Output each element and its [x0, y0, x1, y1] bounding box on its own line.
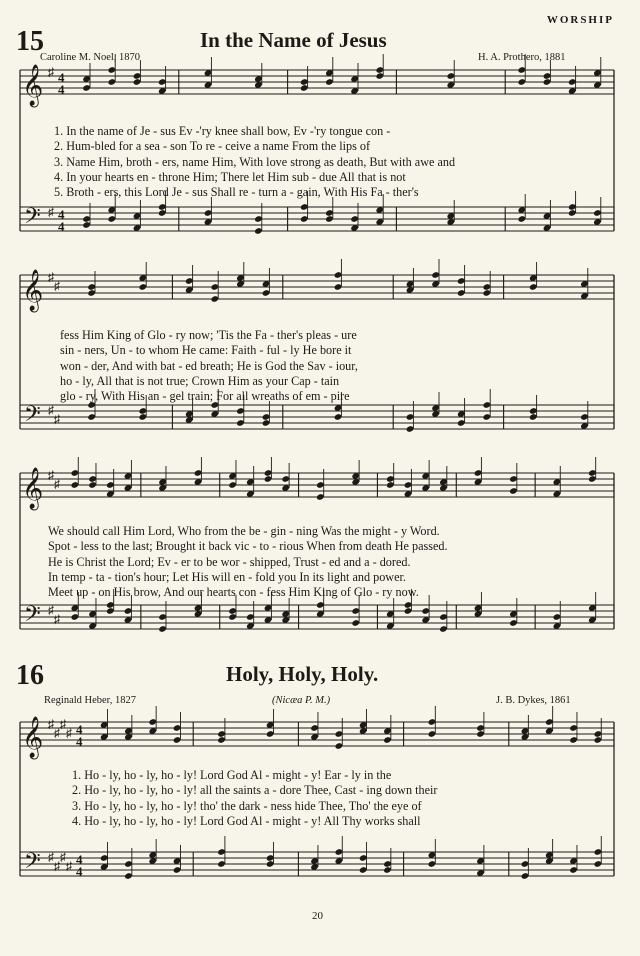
sharp-sign: ♯ — [54, 612, 60, 626]
sharp-sign: ♯ — [54, 412, 60, 426]
time-signature: 4 — [58, 70, 65, 85]
hymn-15-author: Caroline M. Noel, 1870 — [40, 52, 141, 63]
verse-line: Meet up - on His brow, And our hearts con - fess Him King of Glo - ry now. — [48, 585, 419, 600]
sharp-sign: ♯ — [48, 468, 54, 482]
time-signature: 4 — [58, 82, 65, 97]
sharp-sign: ♯ — [48, 205, 54, 219]
sharp-sign: ♯ — [60, 850, 66, 864]
verse-line: 4. In your hearts en - throne Him; There let Him sub - due All that is not — [54, 169, 406, 184]
hymn-16-author: Reginald Heber, 1827 — [44, 695, 137, 706]
verse-line: won - der, And with bat - ed breath; He is God the Sav - iour, — [60, 358, 358, 373]
time-signature: 4 — [58, 207, 65, 222]
sharp-sign: ♯ — [66, 859, 72, 873]
bass-clef: 𝄢 — [24, 402, 41, 432]
verse-line: 5. Broth - ers, this Lord Je - sus Shall re - turn a - gain, With His Fa - ther's — [54, 185, 419, 200]
verse-line: In temp - ta - tion's hour; Let His will en - fold you In its light and power. — [48, 569, 406, 584]
verse-line: 1. Ho - ly, ho - ly, ho - ly! Lord God Al - might - y! Ear - ly in the — [72, 768, 392, 782]
bass-clef: 𝄢 — [24, 204, 41, 234]
treble-clef: 𝄞 — [22, 717, 44, 758]
treble-clef: 𝄞 — [22, 65, 44, 106]
sharp-sign: ♯ — [48, 603, 54, 617]
verse-line: 3. Name Him, broth - ers, name Him, With love strong as death, But with awe and — [54, 154, 456, 169]
time-signature: 4 — [76, 852, 83, 867]
sharp-sign: ♯ — [48, 403, 54, 417]
verse-line: glo - ry, With His an - gel train; For all wreaths of em - pire — [60, 389, 350, 404]
hymn-15-number: 15 — [16, 26, 44, 57]
hymn-16-title: Holy, Holy, Holy. — [226, 662, 379, 686]
verse-line: Spot - less to the last; Brought it back vic - to - rious When from death He passed. — [48, 539, 448, 554]
bass-clef: 𝄢 — [24, 602, 41, 632]
sharp-sign: ♯ — [48, 65, 54, 79]
verse-line: 1. In the name of Je - sus Ev -'ry knee shall bow, Ev -'ry tongue con - — [54, 124, 391, 138]
sharp-sign: ♯ — [48, 270, 54, 284]
verse-line: sin - ners, Un - to whom He came: Faith - ful - ly He bore it — [60, 343, 352, 358]
verse-line: 2. Ho - ly, ho - ly, ho - ly! all the saints a - dore Thee, Cast - ing down their — [72, 783, 438, 798]
sharp-sign: ♯ — [66, 726, 72, 740]
verse-line: fess Him King of Glo - ry now; 'Tis the Fa - ther's pleas - ure — [60, 328, 357, 342]
bass-clef: 𝄢 — [24, 849, 41, 879]
sharp-sign: ♯ — [54, 477, 60, 491]
hymn-15-composer: H. A. Prothero, 1881 — [478, 52, 566, 63]
verse-line: ho - ly, All that is not true; Crown Him as your Cap - tain — [60, 373, 340, 388]
sharp-sign: ♯ — [48, 850, 54, 864]
sharp-sign: ♯ — [60, 717, 66, 731]
verse-line: 3. Ho - ly, ho - ly, ho - ly! tho' the dark - ness hide Thee, Tho' the eye of — [72, 798, 422, 813]
verse-line: 4. Ho - ly, ho - ly, ho - ly! Lord God Al - might - y! All Thy works shall — [72, 813, 421, 828]
verse-line: We should call Him Lord, Who from the be - gin - ning Was the might - y Word. — [48, 524, 440, 538]
hymn-15-title: In the Name of Jesus — [200, 28, 387, 52]
time-signature: 4 — [76, 864, 83, 879]
sharp-sign: ♯ — [54, 859, 60, 873]
hymn-16-tune-name: (Nicæa P. M.) — [272, 695, 331, 706]
hymn-16-composer: J. B. Dykes, 1861 — [496, 695, 571, 706]
sharp-sign: ♯ — [48, 717, 54, 731]
page-number: 20 — [312, 910, 323, 922]
verse-line: 2. Hum-bled for a sea - son To re - ceive a name From the lips of — [54, 139, 371, 154]
sharp-sign: ♯ — [54, 279, 60, 293]
time-signature: 4 — [76, 734, 83, 749]
verse-line: He is Christ the Lord; Ev - er to be wor - shipped, Trust - ed and a - dored. — [48, 554, 411, 569]
hymn-16-number: 16 — [16, 660, 44, 691]
treble-clef: 𝄞 — [22, 468, 44, 509]
section-label: WORSHIP — [546, 14, 614, 26]
time-signature: 4 — [58, 219, 65, 234]
treble-clef: 𝄞 — [22, 270, 44, 311]
time-signature: 4 — [76, 722, 83, 737]
sharp-sign: ♯ — [54, 726, 60, 740]
